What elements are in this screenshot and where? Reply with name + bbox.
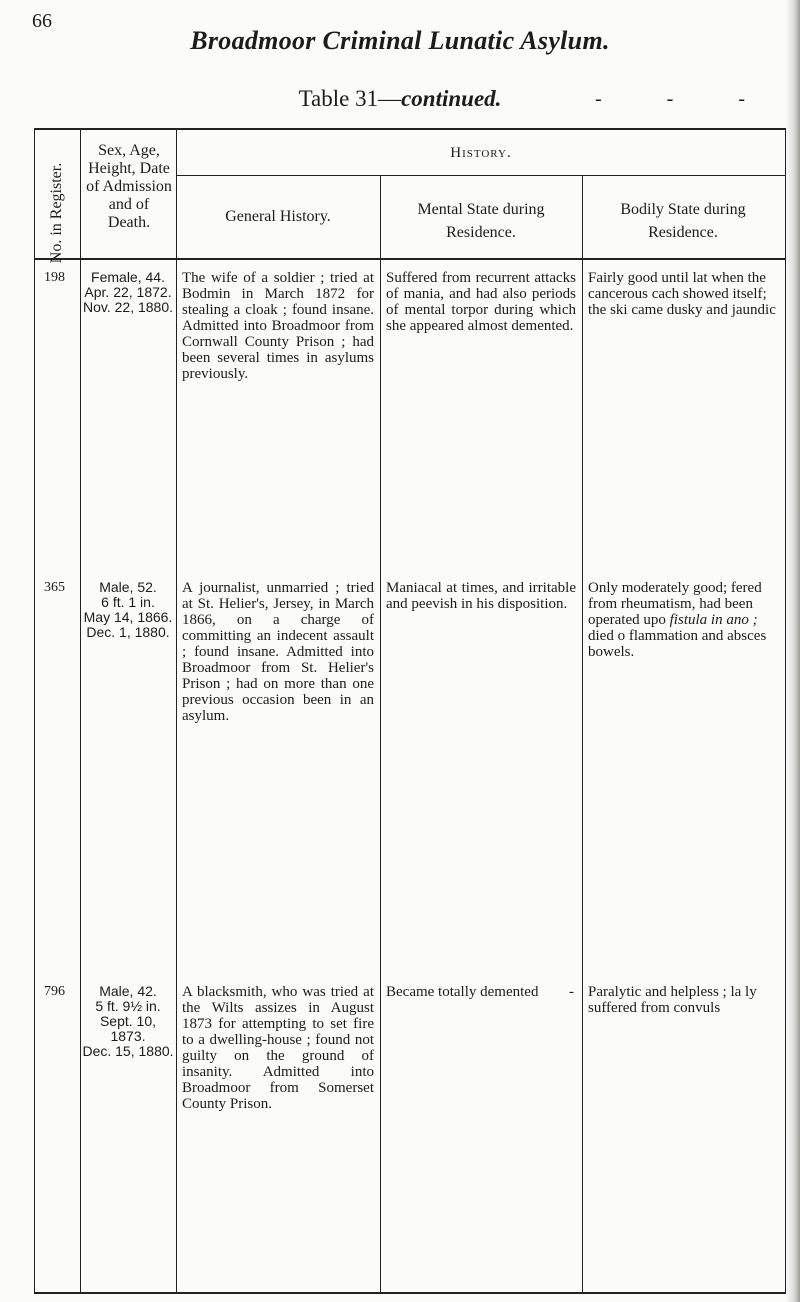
sex-line: Apr. 22, 1872.: [84, 284, 172, 300]
header-bodily-state: [586, 198, 780, 244]
bodily-italic: fistula in ano ;: [669, 612, 758, 628]
sex-line: Male, 52.: [99, 579, 157, 595]
sex-line: Dec. 15, 1880.: [82, 1043, 174, 1059]
mental-text: Became totally demented: [386, 984, 539, 1000]
header-mental-line2: Residence.: [446, 224, 516, 241]
page-number: 66: [32, 10, 52, 32]
col-rule-4: [582, 175, 583, 1294]
col-rule-3: [380, 175, 381, 1294]
table-top-rule: [34, 128, 786, 130]
page-binding-edge: [786, 0, 800, 1302]
register-number: 198: [44, 270, 65, 285]
col-rule-1: [80, 128, 81, 1294]
mental-state-text: [386, 984, 576, 1000]
header-sex-age: Sex, Age, Height, Date of Admission and of Death.: [86, 142, 172, 231]
header-register-number: [34, 162, 80, 264]
sex-line: Dec. 1, 1880.: [86, 624, 170, 640]
sex-age-dates: [82, 984, 174, 1059]
bodily-plain: Only moderately good; fered from rheumatism, had been operated upo: [588, 580, 762, 628]
sex-line: Nov. 22, 1880.: [82, 299, 174, 315]
bodily-tail: died o flammation and absces bowels.: [588, 628, 767, 660]
mental-dash: -: [569, 984, 574, 1000]
title-dashes: - - -: [595, 88, 775, 110]
table-title-italic: continued.: [401, 86, 502, 111]
table-bottom-rule: [34, 1292, 786, 1294]
history-underline: [176, 175, 786, 176]
sex-line: 5 ft. 9½ in.: [95, 998, 161, 1014]
header-bodily-line1: Bodily State during: [620, 201, 746, 218]
sex-age-dates: [82, 580, 174, 640]
bodily-state-text: Paralytic and helpless ; la ly suffered from convuls: [588, 984, 757, 1016]
bodily-state-text: [588, 580, 782, 660]
sex-line: Sept. 10, 1873.: [99, 1013, 157, 1044]
header-bottom-rule: [34, 258, 786, 260]
general-history-text: The wife of a soldier ; tried at Bodmin in March 1872 for stealing a cloak ; found insane. Admitted into Broadmoor from Cornwall County Prison ; had been several times in asylums previously.: [182, 270, 374, 382]
register-number: 796: [44, 984, 65, 999]
general-history-text: A journalist, unmarried ; tried at St. Helier's, Jersey, in March 1866, on a charge of committing an indecent assault ; found insane. Admitted into Broadmoor from St. Helier's Prison ; had on more than one previous occasion been in an asylum.: [182, 580, 374, 724]
sex-age-dates: [82, 270, 174, 315]
table-left-rule: [34, 128, 35, 1294]
history-table: [34, 128, 786, 1294]
general-history-text: A blacksmith, who was tried at the Wilts assizes in August 1873 for attempting to set fire to a dwelling-house ; found not guilty on the ground of insanity. Admitted into Broadmoor from Somerset County Prison.: [182, 984, 374, 1112]
sex-line: 6 ft. 1 in.: [101, 594, 155, 610]
table-title-plain: Table 31—: [298, 86, 402, 111]
register-number: 365: [44, 580, 65, 595]
bodily-state-text: Fairly good until lat when the cancerous cach showed itself; the ski came dusky and jaundic: [588, 270, 776, 318]
header-mental-state: [384, 198, 578, 244]
running-title: Broadmoor Criminal Lunatic Asylum.: [190, 26, 610, 55]
mental-state-text: Maniacal at times, and irritable and peevish in his disposition.: [386, 580, 576, 612]
header-bodily-line2: Residence.: [648, 224, 718, 241]
mental-state-text: Suffered from recurrent attacks of mania, and had also periods of mental torpor during which she appeared almost demented.: [386, 270, 576, 334]
col-rule-2: [176, 128, 177, 1294]
sex-line: Male, 42.: [99, 983, 157, 999]
header-register-number-text: No. in Register.: [48, 162, 65, 264]
header-mental-line1: Mental State during: [417, 201, 545, 218]
sex-line: May 14, 1866.: [83, 609, 173, 625]
header-general-history: General History.: [225, 208, 331, 225]
header-history: History.: [450, 145, 512, 161]
sex-line: Female, 44.: [91, 269, 165, 285]
